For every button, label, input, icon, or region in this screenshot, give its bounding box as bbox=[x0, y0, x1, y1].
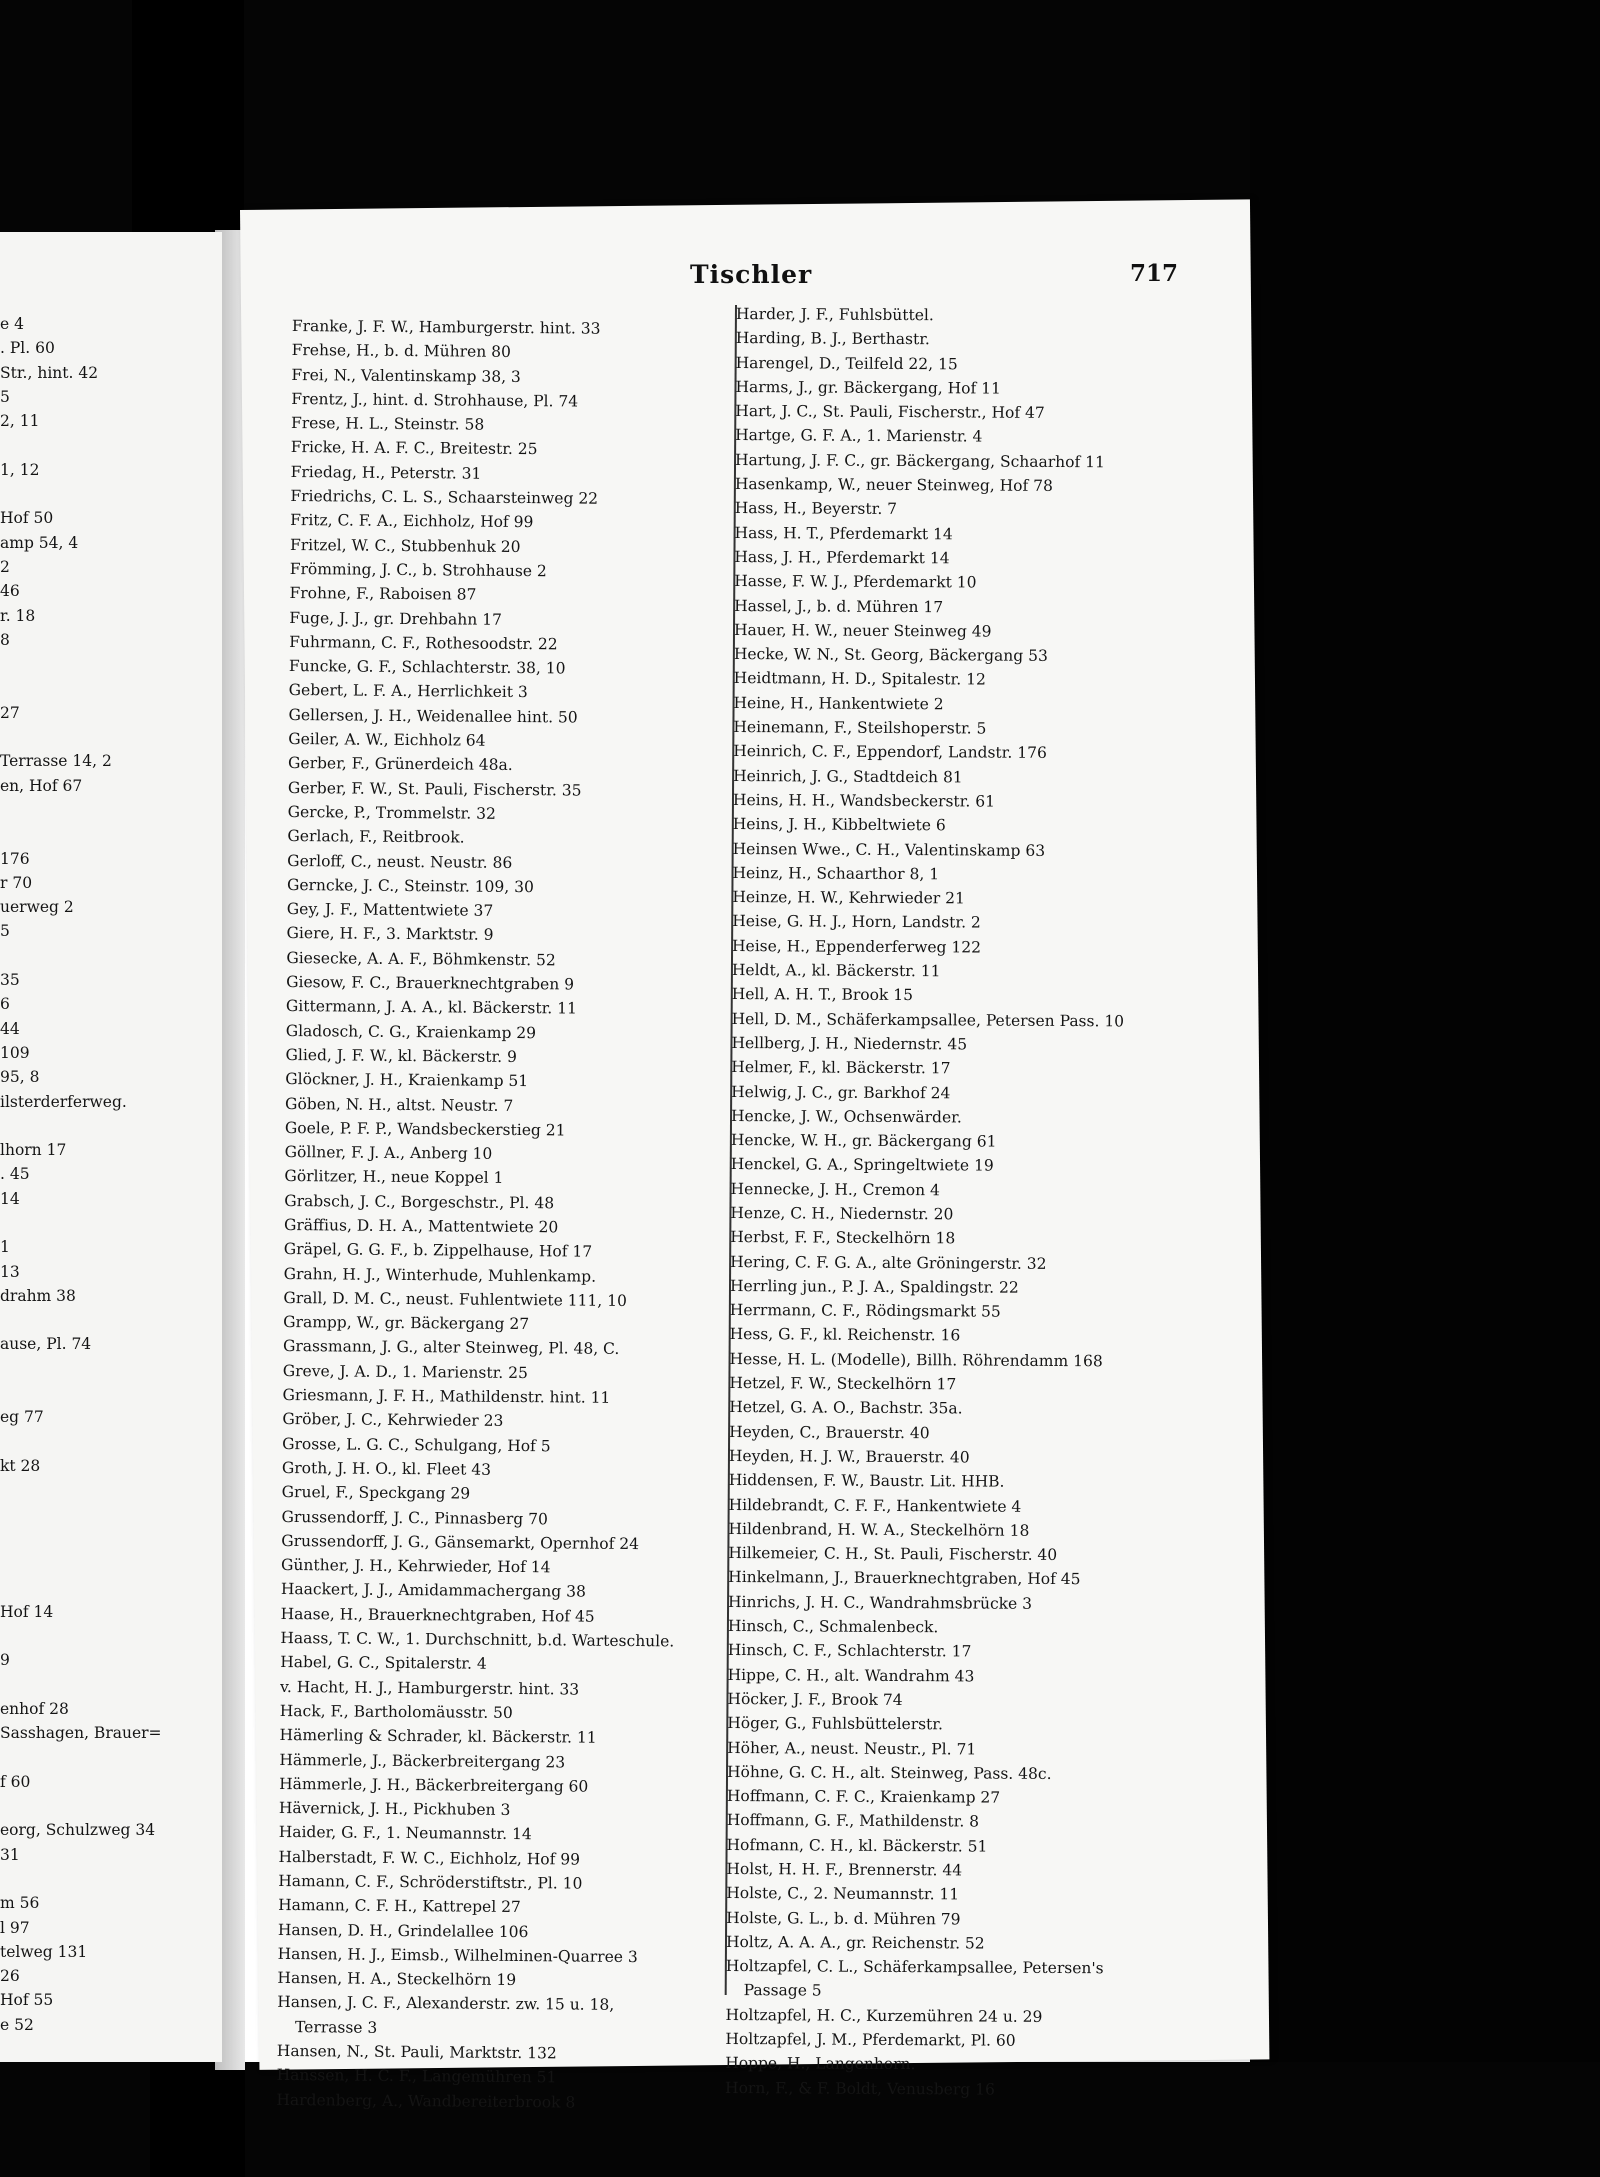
list-item: Fuhrmann, C. F., Rothesoodstr. 22 bbox=[289, 632, 558, 654]
list-item: Höhne, G. C. H., alt. Steinweg, Pass. 48c. bbox=[726, 1762, 1052, 1783]
list-item: Hämmerle, J., Bäckerbreitergang 23 bbox=[279, 1750, 566, 1771]
list-item: Giesecke, A. A. F., Böhmkenstr. 52 bbox=[286, 948, 556, 970]
list-item: 13 bbox=[0, 1262, 20, 1281]
list-item: Heinsen Wwe., C. H., Valentinskamp 63 bbox=[732, 839, 1046, 860]
list-item: Heinze, H. W., Kehrwieder 21 bbox=[732, 888, 965, 908]
list-item: 44 bbox=[0, 1019, 20, 1038]
list-item: Gellersen, J. H., Weidenallee hint. 50 bbox=[288, 705, 578, 727]
list-item: 1 bbox=[0, 1238, 10, 1257]
list-item bbox=[0, 1746, 222, 1770]
list-item bbox=[0, 1575, 222, 1599]
list-item: v. Hacht, H. J., Hamburgerstr. hint. 33 bbox=[279, 1677, 580, 1699]
list-item: Hinsch, C. F., Schlachterstr. 17 bbox=[727, 1641, 972, 1661]
list-item: Gerncke, J. C., Steinstr. 109, 30 bbox=[286, 875, 534, 896]
list-item: Frei, N., Valentinskamp 38, 3 bbox=[291, 365, 521, 386]
list-item: Hävernick, J. H., Pickhuben 3 bbox=[278, 1799, 511, 1820]
list-item: Groth, J. H. O., kl. Fleet 43 bbox=[281, 1458, 492, 1479]
list-item: Heine, H., Hankentwiete 2 bbox=[733, 693, 944, 714]
list-item: Hilkemeier, C. H., St. Pauli, Fischerstr. 40 bbox=[728, 1544, 1058, 1565]
list-item bbox=[0, 1794, 222, 1818]
list-item: e 52 bbox=[0, 2015, 34, 2034]
list-item: Fricke, H. A. F. C., Breitestr. 25 bbox=[290, 438, 538, 459]
list-item: Grampp, W., gr. Bäckergang 27 bbox=[283, 1313, 530, 1334]
list-item: Hansen, H. J., Eimsb., Wilhelminen-Quarree 3 bbox=[277, 1944, 638, 1966]
list-item: Hansen, J. C. F., Alexanderstr. zw. 15 u. 18, bbox=[277, 1993, 615, 2015]
list-item: Gerlach, F., Reitbrook. bbox=[287, 827, 465, 847]
list-item: Harder, J. F., Fuhlsbüttel. bbox=[735, 304, 934, 325]
list-item: Fritzel, W. C., Stubbenhuk 20 bbox=[289, 535, 521, 556]
list-item: Herrling jun., P. J. A., Spaldingstr. 22 bbox=[729, 1276, 1019, 1297]
list-item bbox=[0, 1867, 222, 1891]
list-item: Heins, J. H., Kibbeltwiete 6 bbox=[732, 815, 946, 835]
list-item bbox=[0, 1381, 222, 1405]
list-item: Grall, D. M. C., neust. Fuhlentwiete 111, 10 bbox=[283, 1288, 627, 1310]
list-item: Geiler, A. W., Eichholz 64 bbox=[288, 730, 486, 750]
list-item: Hof 50 bbox=[0, 509, 54, 528]
page-number: 717 bbox=[1130, 260, 1179, 287]
list-item: telweg 131 bbox=[0, 1942, 88, 1961]
list-item bbox=[0, 1551, 222, 1575]
list-item: Haackert, J. J., Amidammachergang 38 bbox=[280, 1580, 586, 1602]
list-item: lhorn 17 bbox=[0, 1141, 67, 1160]
list-item: Friedag, H., Peterstr. 31 bbox=[290, 462, 482, 483]
list-item: Heise, H., Eppenderferweg 122 bbox=[732, 936, 982, 957]
list-item: Holtz, A. A. A., gr. Reichenstr. 52 bbox=[725, 1932, 985, 1953]
list-item: Gerloff, C., neust. Neustr. 86 bbox=[287, 851, 513, 872]
list-item: Grahn, H. J., Winterhude, Muhlenkamp. bbox=[283, 1264, 597, 1286]
list-item: Herbst, F. F., Steckelhörn 18 bbox=[730, 1228, 956, 1248]
list-item: Hofmann, C. H., kl. Bäckerstr. 51 bbox=[726, 1835, 988, 1856]
list-item: 9 bbox=[0, 1651, 10, 1670]
list-item: Hess, G. F., kl. Reichenstr. 16 bbox=[729, 1325, 961, 1345]
list-item: Gröber, J. C., Kehrwieder 23 bbox=[282, 1410, 504, 1431]
list-item: Gladosch, C. G., Kraienkamp 29 bbox=[285, 1021, 537, 1042]
list-item bbox=[0, 798, 222, 822]
list-item: Str., hint. 42 bbox=[0, 363, 99, 382]
list-item: m 56 bbox=[0, 1894, 40, 1913]
list-item: Grabsch, J. C., Borgeschstr., Pl. 48 bbox=[284, 1191, 555, 1213]
list-item: Hell, A. H. T., Brook 15 bbox=[731, 985, 914, 1005]
list-item: Gräffius, D. H. A., Mattentwiete 20 bbox=[283, 1215, 559, 1237]
list-item: 26 bbox=[0, 1967, 20, 1986]
list-item: Giere, H. F., 3. Marktstr. 9 bbox=[286, 924, 494, 945]
list-item: 46 bbox=[0, 582, 20, 601]
list-item: Haass, T. C. W., 1. Durchschnitt, b.d. Warteschule. bbox=[280, 1628, 675, 1651]
list-item: 5 bbox=[0, 922, 10, 941]
list-item: Hauer, H. W., neuer Steinweg 49 bbox=[733, 620, 992, 641]
list-item: e 4 bbox=[0, 315, 24, 333]
list-item: 1, 12 bbox=[0, 460, 40, 479]
list-item: Hansen, D. H., Grindelallee 106 bbox=[277, 1920, 529, 1941]
list-item: Frese, H. L., Steinstr. 58 bbox=[290, 414, 485, 434]
list-item: Hildenbrand, H. W. A., Steckelhörn 18 bbox=[728, 1519, 1030, 1540]
list-item: Hippe, C. H., alt. Wandrahm 43 bbox=[727, 1665, 975, 1686]
list-item: . 45 bbox=[0, 1165, 30, 1184]
list-item: Herrmann, C. F., Rödingsmarkt 55 bbox=[729, 1301, 1001, 1321]
directory-column-left bbox=[276, 314, 686, 2115]
binding-bar-top bbox=[132, 0, 244, 232]
list-item bbox=[0, 482, 222, 506]
list-item: Franke, J. F. W., Hamburgerstr. hint. 33 bbox=[291, 316, 601, 338]
list-item: Hof 14 bbox=[0, 1602, 54, 1621]
list-item: Heise, G. H. J., Horn, Landstr. 2 bbox=[732, 912, 981, 932]
directory-column-right bbox=[725, 302, 1128, 2102]
list-item: Hasse, F. W. J., Pferdemarkt 10 bbox=[734, 572, 977, 592]
list-item: Goele, P. F. P., Wandsbeckerstieg 21 bbox=[284, 1118, 566, 1140]
list-item: Gittermann, J. A. A., kl. Bäckerstr. 11 bbox=[285, 997, 578, 1018]
list-item: Terrasse 14, 2 bbox=[0, 752, 112, 771]
list-item: Heinrich, C. F., Eppendorf, Landstr. 176 bbox=[733, 742, 1047, 763]
list-item: Heinemann, F., Steilshoperstr. 5 bbox=[733, 718, 987, 738]
list-item: Hämmerle, J. H., Bäckerbreitergang 60 bbox=[279, 1774, 589, 1796]
list-item bbox=[0, 1503, 222, 1527]
list-item: Gräpel, G. G. F., b. Zippelhause, Hof 17 bbox=[283, 1240, 593, 1261]
list-item bbox=[0, 1357, 222, 1381]
list-item: Hoffmann, C. F. C., Kraienkamp 27 bbox=[726, 1787, 1001, 1807]
list-item bbox=[0, 944, 222, 968]
list-item: Haase, H., Brauerknechtgraben, Hof 45 bbox=[280, 1604, 595, 1626]
list-item bbox=[0, 433, 222, 457]
list-item: Hasenkamp, W., neuer Steinweg, Hof 78 bbox=[734, 475, 1053, 496]
list-item: Hesse, H. L. (Modelle), Billh. Röhrendamm 168 bbox=[729, 1349, 1103, 1371]
list-item: Hass, H., Beyerstr. 7 bbox=[734, 499, 898, 519]
list-item: Heidtmann, H. D., Spitalestr. 12 bbox=[733, 669, 986, 689]
list-item: Helwig, J. C., gr. Barkhof 24 bbox=[731, 1082, 951, 1102]
list-item: Hoffmann, G. F., Mathildenstr. 8 bbox=[726, 1811, 980, 1831]
list-item: r. 18 bbox=[0, 606, 36, 625]
list-item: 35 bbox=[0, 971, 20, 990]
list-item: Halberstadt, F. W. C., Eichholz, Hof 99 bbox=[278, 1847, 581, 1869]
list-item: Hiddensen, F. W., Baustr. Lit. HHB. bbox=[728, 1471, 1005, 1491]
list-item: Hetzel, G. A. O., Bachstr. 35a. bbox=[729, 1398, 963, 1418]
list-item: ilsterderferweg. bbox=[0, 1092, 127, 1111]
list-item: Heins, H. H., Wandsbeckerstr. 61 bbox=[732, 790, 996, 811]
list-item: Hartung, J. F. C., gr. Bäckergang, Schaarhof 11 bbox=[734, 450, 1105, 472]
list-item: 176 bbox=[0, 849, 30, 868]
list-item: Heinz, H., Schaarthor 8, 1 bbox=[732, 863, 940, 884]
list-item: Holst, H. H. F., Brennerstr. 44 bbox=[726, 1859, 963, 1880]
previous-page-entries bbox=[0, 312, 222, 2037]
list-item: Hinkelmann, J., Brauerknechtgraben, Hof 45 bbox=[728, 1568, 1081, 1589]
list-item bbox=[0, 1624, 222, 1648]
list-item: Sasshagen, Brauer= bbox=[0, 1724, 162, 1743]
list-item: 27 bbox=[0, 703, 20, 722]
list-item: Frohne, F., Raboisen 87 bbox=[289, 584, 477, 604]
list-item: 2, 11 bbox=[0, 412, 40, 431]
page-title: Tischler bbox=[690, 260, 813, 289]
list-item: Harms, J., gr. Bäckergang, Hof 11 bbox=[735, 377, 1001, 398]
list-item bbox=[0, 1114, 222, 1138]
list-item: Horn, F., & F. Boldt, Venusberg 16 bbox=[725, 2078, 995, 2099]
list-item: Hartge, G. F. A., 1. Marienstr. 4 bbox=[735, 426, 983, 446]
list-item bbox=[0, 1527, 222, 1551]
list-item: Hennecke, J. H., Cremon 4 bbox=[730, 1179, 940, 1199]
list-item: Hamann, C. F., Schröderstiftstr., Pl. 10 bbox=[278, 1871, 583, 1893]
list-item: Holste, G. L., b. d. Mühren 79 bbox=[726, 1908, 961, 1928]
list-item: Grosse, L. G. C., Schulgang, Hof 5 bbox=[282, 1434, 551, 1455]
list-item: Friedrichs, C. L. S., Schaarsteinweg 22 bbox=[290, 487, 599, 508]
list-item: 5 bbox=[0, 387, 10, 406]
list-item: Höcker, J. F., Brook 74 bbox=[727, 1689, 903, 1709]
list-item: Hansen, H. A., Steckelhörn 19 bbox=[277, 1969, 517, 1990]
list-item: Hardenberg, A., Wandbereiterbrook 8 bbox=[276, 2090, 576, 2112]
list-item: Holtzapfel, H. C., Kurzemühren 24 u. 29 bbox=[725, 2005, 1043, 2026]
list-item bbox=[0, 652, 222, 676]
list-item bbox=[0, 1211, 222, 1235]
list-item: Harengel, D., Teilfeld 22, 15 bbox=[735, 353, 958, 373]
list-item: Glied, J. F. W., kl. Bäckerstr. 9 bbox=[285, 1045, 518, 1066]
list-item: Henckel, G. A., Springeltwiete 19 bbox=[730, 1155, 994, 1175]
list-item: Hassel, J., b. d. Mühren 17 bbox=[734, 596, 944, 616]
list-item: en, Hof 67 bbox=[0, 776, 83, 795]
list-item: drahm 38 bbox=[0, 1286, 76, 1305]
list-item: Fritz, C. F. A., Eichholz, Hof 99 bbox=[290, 511, 534, 532]
list-item: Göllner, F. J. A., Anberg 10 bbox=[284, 1143, 493, 1163]
list-item: r 70 bbox=[0, 873, 33, 892]
list-item: Funcke, G. F., Schlachterstr. 38, 10 bbox=[288, 657, 566, 678]
list-item: Haider, G. F., 1. Neumannstr. 14 bbox=[278, 1823, 532, 1844]
list-item: Göben, N. H., altst. Neustr. 7 bbox=[285, 1094, 514, 1115]
list-item: ause, Pl. 74 bbox=[0, 1335, 92, 1354]
list-item: Hoppe, H., Langenhorn. bbox=[725, 2054, 916, 2074]
list-item: Hämerling & Schrader, kl. Bäckerstr. 11 bbox=[279, 1726, 597, 1747]
list-item bbox=[0, 725, 222, 749]
list-item: Fuge, J. J., gr. Drehbahn 17 bbox=[289, 608, 503, 629]
list-item: Hanssen, H. C. F., Langemühren 51 bbox=[276, 2066, 557, 2087]
list-item: f 60 bbox=[0, 1772, 31, 1791]
list-item: Heyden, H. J. W., Brauerstr. 40 bbox=[728, 1446, 970, 1467]
list-item: 109 bbox=[0, 1043, 30, 1062]
list-item: amp 54, 4 bbox=[0, 533, 79, 552]
list-item: eg 77 bbox=[0, 1408, 44, 1427]
list-item: Giesow, F. C., Brauerknechtgraben 9 bbox=[286, 972, 575, 994]
list-item: uerweg 2 bbox=[0, 898, 74, 917]
list-item bbox=[0, 1308, 222, 1332]
list-item: Görlitzer, H., neue Koppel 1 bbox=[284, 1167, 504, 1188]
list-item: Holste, C., 2. Neumannstr. 11 bbox=[726, 1884, 960, 1904]
list-item: 2 bbox=[0, 557, 10, 576]
list-item: Hass, H. T., Pferdemarkt 14 bbox=[734, 523, 953, 544]
list-item: Höher, A., neust. Neustr., Pl. 71 bbox=[727, 1738, 977, 1759]
list-item bbox=[0, 676, 222, 700]
list-item: Griesmann, J. F. H., Mathildenstr. hint. 11 bbox=[282, 1386, 611, 1407]
list-item: Günther, J. H., Kehrwieder, Hof 14 bbox=[281, 1556, 551, 1577]
list-item: Hetzel, F. W., Steckelhörn 17 bbox=[729, 1374, 957, 1394]
list-item: Habel, G. C., Spitalerstr. 4 bbox=[280, 1653, 487, 1674]
list-item: Hamann, C. F. H., Kattrepel 27 bbox=[278, 1896, 521, 1917]
list-item: Frentz, J., hint. d. Strohhause, Pl. 74 bbox=[291, 389, 579, 411]
list-item: Gebert, L. F. A., Herrlichkeit 3 bbox=[288, 681, 528, 702]
list-item: Greve, J. A. D., 1. Marienstr. 25 bbox=[282, 1361, 528, 1382]
list-item: Henze, C. H., Niedernstr. 20 bbox=[730, 1203, 954, 1224]
list-item: Hinrichs, J. H. C., Wandrahmsbrücke 3 bbox=[728, 1592, 1033, 1613]
list-item: Hansen, N., St. Pauli, Marktstr. 132 bbox=[276, 2042, 557, 2063]
list-item: Grussendorff, J. G., Gänsemarkt, Opernhof 24 bbox=[281, 1531, 640, 1553]
list-item-continuation: Passage 5 bbox=[743, 1981, 822, 2001]
list-item: Hencke, J. W., Ochsenwärder. bbox=[730, 1106, 962, 1127]
list-item: 95, 8 bbox=[0, 1068, 40, 1087]
list-item-continuation: Terrasse 3 bbox=[294, 2017, 378, 2037]
list-item: Hellberg, J. H., Niedernstr. 45 bbox=[731, 1033, 968, 1054]
list-item: kt 28 bbox=[0, 1456, 41, 1475]
list-item: Grussendorff, J. C., Pinnasberg 70 bbox=[281, 1507, 548, 1528]
list-item: Gey, J. F., Mattentwiete 37 bbox=[286, 900, 494, 920]
list-item: Hart, J. C., St. Pauli, Fischerstr., Hof 47 bbox=[735, 402, 1045, 423]
list-item: l 97 bbox=[0, 1918, 30, 1937]
list-item: Hering, C. F. G. A., alte Gröningerstr. 32 bbox=[730, 1252, 1047, 1273]
list-item: 31 bbox=[0, 1845, 20, 1864]
list-item: Holtzapfel, J. M., Pferdemarkt, Pl. 60 bbox=[725, 2030, 1016, 2050]
list-item: Hinsch, C., Schmalenbeck. bbox=[727, 1617, 939, 1637]
list-item: Heldt, A., kl. Bäckerstr. 11 bbox=[731, 961, 941, 981]
list-item: Holtzapfel, C. L., Schäferkampsallee, Petersen's bbox=[725, 1957, 1104, 1978]
list-item: Höger, G., Fuhlsbüttelerstr. bbox=[727, 1714, 944, 1734]
list-item: Frehse, H., b. d. Mühren 80 bbox=[291, 341, 511, 362]
list-item: Gruel, F., Speckgang 29 bbox=[281, 1483, 471, 1503]
list-item: Hildebrandt, C. F. F., Hankentwiete 4 bbox=[728, 1495, 1022, 1516]
list-item: Hecke, W. N., St. Georg, Bäckergang 53 bbox=[733, 645, 1048, 666]
list-item bbox=[0, 1478, 222, 1502]
list-item: 6 bbox=[0, 995, 10, 1014]
list-item: enhof 28 bbox=[0, 1699, 69, 1718]
list-item: . Pl. 60 bbox=[0, 339, 55, 358]
list-item: Hof 55 bbox=[0, 1991, 54, 2010]
list-item: Hack, F., Bartholomäusstr. 50 bbox=[279, 1701, 513, 1722]
list-item: Heinrich, J. G., Stadtdeich 81 bbox=[733, 766, 963, 787]
list-item: Gerber, F. W., St. Pauli, Fischerstr. 35 bbox=[287, 778, 582, 800]
list-item: Gerber, F., Grünerdeich 48a. bbox=[288, 754, 513, 775]
list-item: 8 bbox=[0, 630, 10, 649]
list-item: Hencke, W. H., gr. Bäckergang 61 bbox=[730, 1131, 997, 1151]
list-item: Hell, D. M., Schäferkampsallee, Petersen Pass. 10 bbox=[731, 1009, 1125, 1030]
list-item: 14 bbox=[0, 1189, 20, 1208]
list-item: Grassmann, J. G., alter Steinweg, Pl. 48, C. bbox=[282, 1337, 620, 1359]
list-item: Harding, B. J., Berthastr. bbox=[735, 329, 930, 349]
list-item: eorg, Schulzweg 34 bbox=[0, 1821, 156, 1840]
list-item: Helmer, F., kl. Bäckerstr. 17 bbox=[731, 1058, 951, 1078]
list-item: Hass, J. H., Pferdemarkt 14 bbox=[734, 547, 950, 568]
background-strip-right bbox=[1250, 0, 1600, 2177]
list-item: Frömming, J. C., b. Strohhause 2 bbox=[289, 559, 547, 581]
list-item: Glöckner, J. H., Kraienkamp 51 bbox=[285, 1070, 529, 1091]
list-item: Gercke, P., Trommelstr. 32 bbox=[287, 802, 496, 823]
list-item bbox=[0, 822, 222, 846]
list-item bbox=[0, 1673, 222, 1697]
list-item: Heyden, C., Brauerstr. 40 bbox=[729, 1422, 930, 1442]
list-item bbox=[0, 1430, 222, 1454]
